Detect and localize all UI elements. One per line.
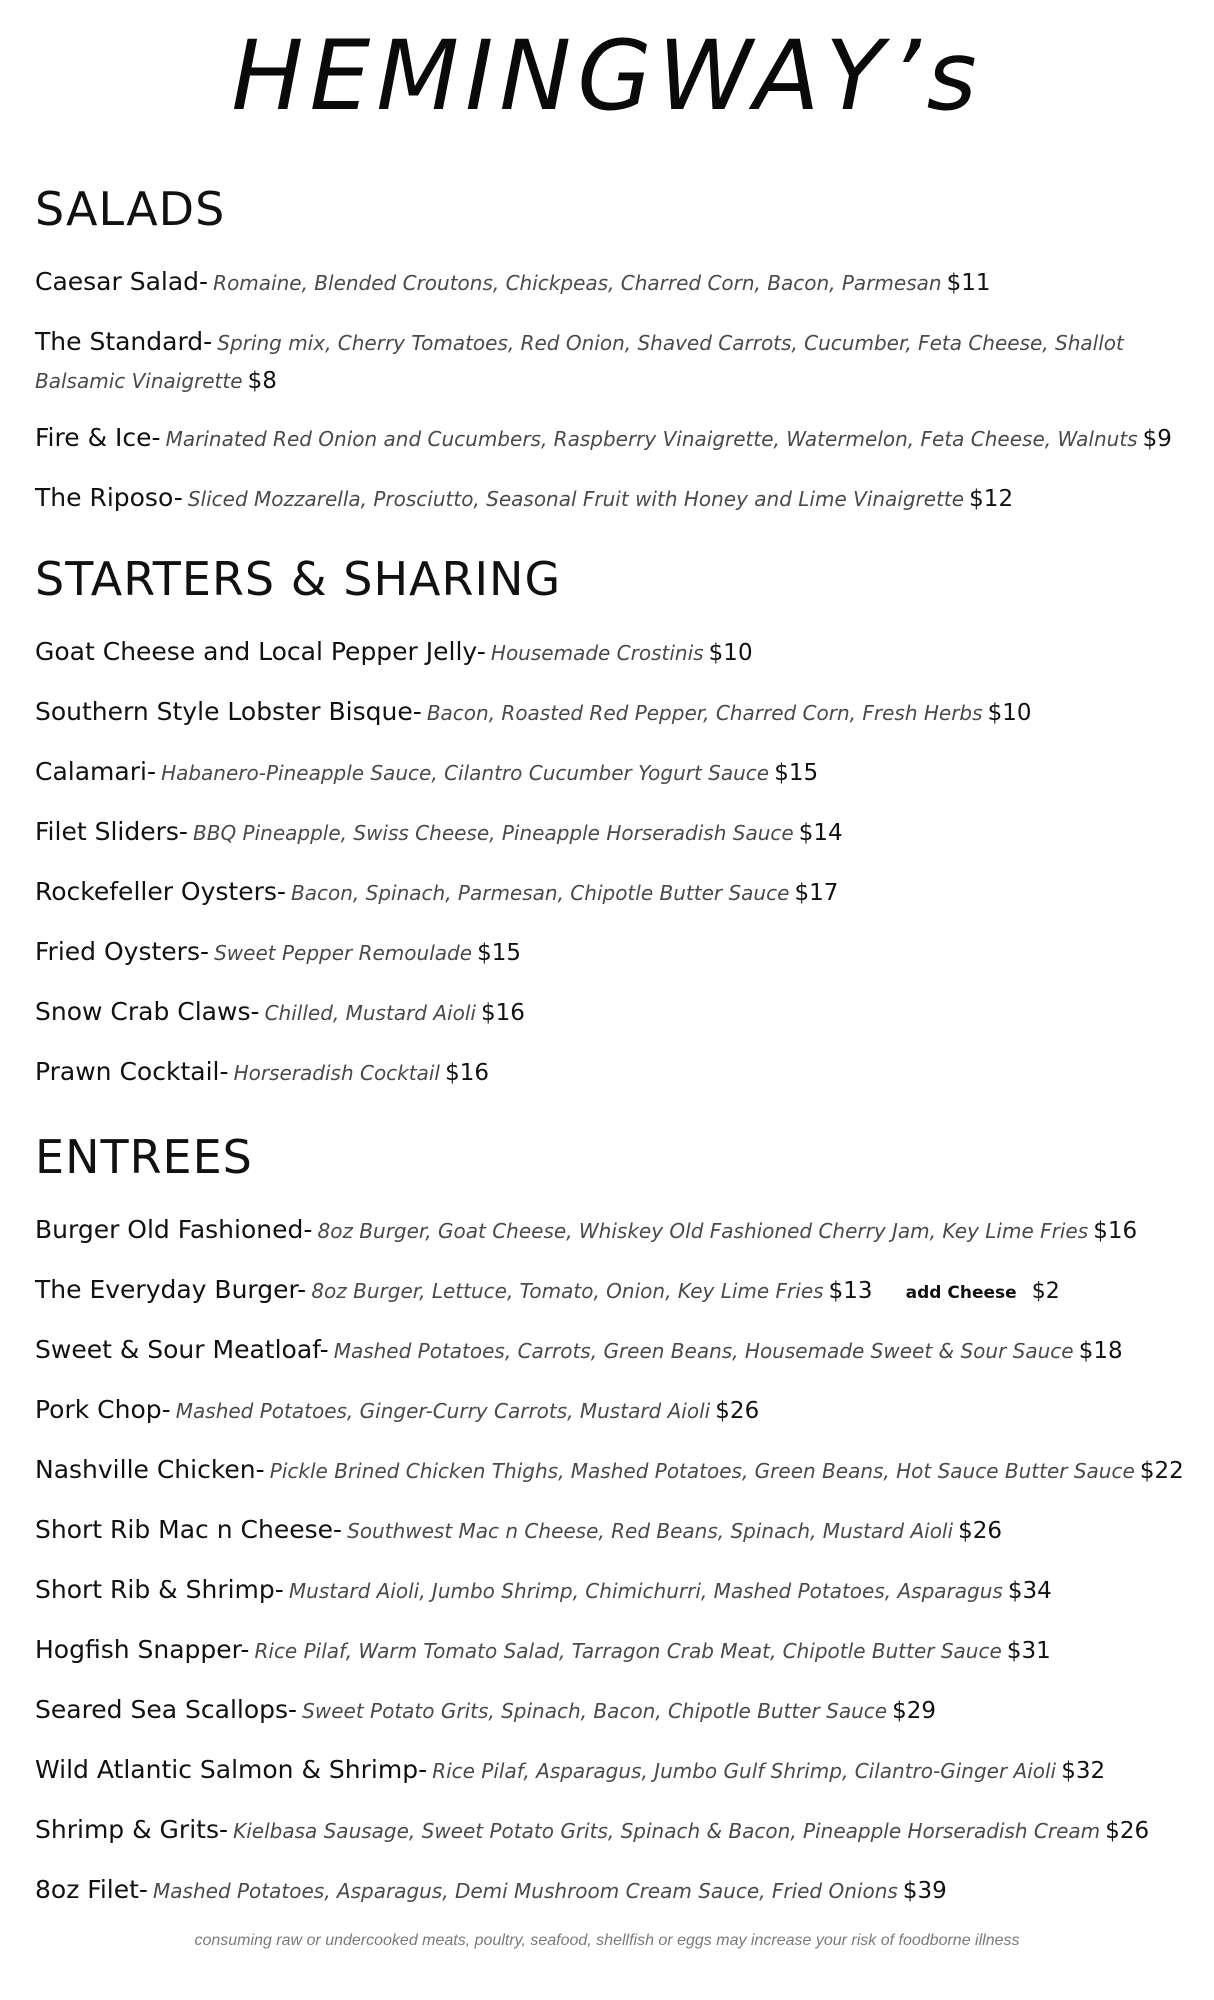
item-name: Pork Chop- [35, 1395, 171, 1424]
menu-item [35, 1212, 1185, 1251]
item-name: Filet Sliders- [35, 817, 188, 846]
addon-price: $2 [1031, 1279, 1060, 1304]
menu-item [35, 694, 1185, 733]
item-description: Mashed Potatoes, Ginger-Curry Carrots, Mustard Aioli [175, 1399, 711, 1423]
item-price: $10 [987, 700, 1032, 726]
item-name: Seared Sea Scallops- [35, 1695, 298, 1724]
item-description: 8oz Burger, Lettuce, Tomato, Onion, Key Lime Fries [311, 1279, 824, 1303]
menu-item [35, 1054, 1185, 1093]
food-safety-disclaimer: consuming raw or undercooked meats, poultry, seafood, shellfish or eggs may increase your risk of foodborne illness [194, 1932, 1020, 1949]
item-description: Marinated Red Onion and Cucumbers, Raspberry Vinaigrette, Watermelon, Feta Cheese, Walnuts [165, 427, 1138, 451]
item-price: $34 [1007, 1578, 1052, 1604]
menu-item [35, 324, 1185, 401]
item-price: $15 [774, 760, 819, 786]
menu-item [35, 1512, 1185, 1551]
menu-item [35, 634, 1185, 673]
item-price: $13 [828, 1278, 873, 1304]
menu-item [35, 1632, 1185, 1671]
item-description: Horseradish Cocktail [233, 1061, 440, 1085]
addon-label: add Cheese [905, 1283, 1017, 1303]
item-price: $16 [1093, 1218, 1138, 1244]
item-price: $15 [477, 940, 522, 966]
item-price: $8 [247, 368, 277, 394]
item-description: Mustard Aioli, Jumbo Shrimp, Chimichurri, Mashed Potatoes, Asparagus [288, 1579, 1003, 1603]
item-name: Shrimp & Grits- [35, 1815, 228, 1844]
item-description: 8oz Burger, Goat Cheese, Whiskey Old Fashioned Cherry Jam, Key Lime Fries [317, 1219, 1089, 1243]
menu-item [35, 1452, 1185, 1491]
item-price: $39 [902, 1878, 947, 1904]
item-description: Habanero-Pineapple Sauce, Cilantro Cucumber Yogurt Sauce [161, 761, 770, 785]
section-heading-salads: SALADS [35, 182, 226, 236]
section-heading-starters: STARTERS & SHARING [35, 552, 562, 606]
item-name: Sweet & Sour Meatloaf- [35, 1335, 329, 1364]
item-name: Burger Old Fashioned- [35, 1215, 313, 1244]
item-price: $16 [481, 1000, 525, 1026]
item-price: $12 [969, 486, 1014, 512]
item-description: Pickle Brined Chicken Thighs, Mashed Potatoes, Green Beans, Hot Sauce Butter Sauce [269, 1459, 1135, 1483]
item-description: Housemade Crostinis [490, 641, 704, 665]
item-price: $26 [958, 1518, 1003, 1544]
item-description: Southwest Mac n Cheese, Red Beans, Spinach, Mustard Aioli [347, 1519, 954, 1543]
item-name: Prawn Cocktail- [35, 1057, 229, 1086]
item-name: Short Rib Mac n Cheese- [35, 1515, 343, 1544]
item-name: Rockefeller Oysters- [35, 877, 286, 906]
item-description: Sweet Pepper Remoulade [214, 941, 473, 965]
item-price: $29 [892, 1698, 937, 1724]
item-price: $14 [798, 820, 843, 846]
item-name: Snow Crab Claws- [35, 997, 260, 1026]
item-name: Hogfish Snapper- [35, 1635, 250, 1664]
item-price: $31 [1006, 1638, 1051, 1664]
item-description: Bacon, Spinach, Parmesan, Chipotle Butter Sauce [291, 881, 790, 905]
item-description: Bacon, Roasted Red Pepper, Charred Corn, Fresh Herbs [426, 701, 983, 725]
item-description: Rice Pilaf, Warm Tomato Salad, Tarragon Crab Meat, Chipotle Butter Sauce [254, 1639, 1002, 1663]
item-price: $10 [708, 640, 753, 666]
menu-item [35, 1692, 1185, 1731]
item-price: $17 [794, 880, 839, 906]
item-price: $18 [1078, 1338, 1123, 1364]
item-price: $9 [1142, 426, 1172, 452]
menu-item [35, 1392, 1185, 1431]
item-description: Mashed Potatoes, Asparagus, Demi Mushroom Cream Sauce, Fried Onions [153, 1879, 898, 1903]
item-name: Wild Atlantic Salmon & Shrimp- [35, 1755, 428, 1784]
menu-item [35, 480, 1185, 519]
menu-item [35, 1752, 1185, 1791]
menu-item [35, 1812, 1185, 1851]
item-description: Kielbasa Sausage, Sweet Potato Grits, Spinach & Bacon, Pineapple Horseradish Cream [233, 1819, 1101, 1843]
menu-item [35, 1332, 1185, 1371]
item-name: Southern Style Lobster Bisque- [35, 697, 422, 726]
section-heading-entrees: ENTREES [35, 1130, 253, 1184]
menu-item [35, 994, 1185, 1033]
item-name: The Standard- [35, 327, 213, 356]
item-price: $11 [946, 270, 991, 296]
item-name: 8oz Filet- [35, 1875, 148, 1904]
item-description: Romaine, Blended Croutons, Chickpeas, Charred Corn, Bacon, Parmesan [213, 271, 942, 295]
restaurant-title: HEMINGWAY’s [231, 20, 983, 132]
menu-item [35, 1872, 1185, 1911]
menu-item [35, 754, 1185, 793]
menu-item [35, 1272, 1185, 1311]
item-description: Chilled, Mustard Aioli [264, 1001, 476, 1025]
item-name: The Riposo- [35, 483, 183, 512]
item-description: Rice Pilaf, Asparagus, Jumbo Gulf Shrimp, Cilantro-Ginger Aioli [432, 1759, 1057, 1783]
item-name: The Everyday Burger- [35, 1275, 307, 1304]
item-description: Spring mix, Cherry Tomatoes, Red Onion, Shaved Carrots, Cucumber, Feta Cheese, Shallot Balsamic Vinaigrette [35, 331, 1124, 393]
item-name: Fried Oysters- [35, 937, 209, 966]
item-price: $32 [1061, 1758, 1106, 1784]
item-description: Sweet Potato Grits, Spinach, Bacon, Chipotle Butter Sauce [302, 1699, 888, 1723]
item-name: Caesar Salad- [35, 267, 209, 296]
item-name: Short Rib & Shrimp- [35, 1575, 284, 1604]
item-name: Goat Cheese and Local Pepper Jelly- [35, 637, 486, 666]
item-price: $16 [445, 1060, 489, 1086]
item-price: $26 [1105, 1818, 1150, 1844]
item-description: BBQ Pineapple, Swiss Cheese, Pineapple Horseradish Sauce [193, 821, 794, 845]
item-price: $22 [1139, 1458, 1184, 1484]
item-price: $26 [715, 1398, 760, 1424]
menu-item [35, 264, 1185, 303]
item-description: Sliced Mozzarella, Prosciutto, Seasonal Fruit with Honey and Lime Vinaigrette [187, 487, 965, 511]
menu-item [35, 420, 1185, 459]
item-name: Nashville Chicken- [35, 1455, 265, 1484]
menu-item [35, 814, 1185, 853]
menu-item [35, 934, 1185, 973]
menu-item [35, 874, 1185, 913]
item-description: Mashed Potatoes, Carrots, Green Beans, Housemade Sweet & Sour Sauce [333, 1339, 1074, 1363]
menu-item [35, 1572, 1185, 1611]
item-name: Fire & Ice- [35, 423, 161, 452]
item-name: Calamari- [35, 757, 156, 786]
